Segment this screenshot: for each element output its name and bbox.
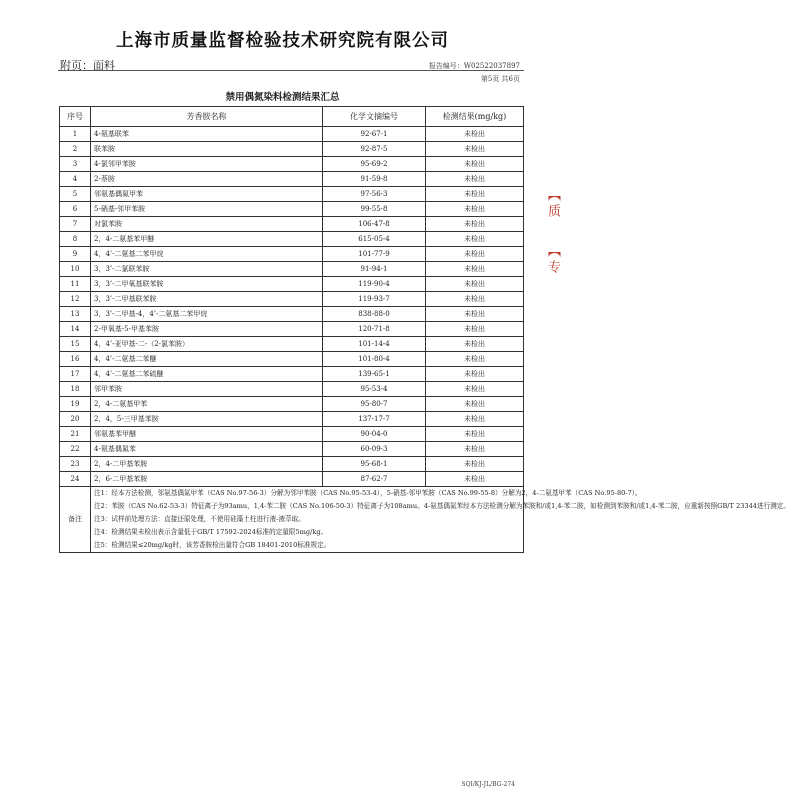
table-row: [60, 202, 524, 217]
form-code: SQI/KJ-JL/BG-274: [461, 781, 515, 788]
cas-number: 101-80-4: [323, 352, 426, 367]
row-number: 16: [60, 352, 91, 367]
table-row: [60, 142, 524, 157]
attachment-label: 附页：面料: [60, 59, 115, 72]
cas-number: 137-17-7: [323, 412, 426, 427]
amine-name: 2，4-二甲基苯胺: [91, 457, 323, 472]
stamp-bracket-2: 【: [545, 244, 560, 257]
cas-number: 106-47-8: [323, 217, 426, 232]
row-number: 5: [60, 187, 91, 202]
row-number: 2: [60, 142, 91, 157]
amine-name: 3，3’-二氯联苯胺: [91, 262, 323, 277]
cas-number: 139-65-1: [323, 367, 426, 382]
amine-name: 2-萘胺: [91, 172, 323, 187]
amine-name: 邻氨基苯甲醚: [91, 427, 323, 442]
table-title: 禁用偶氮染料检测结果汇总: [225, 92, 340, 103]
row-number: 12: [60, 292, 91, 307]
row-number: 11: [60, 277, 91, 292]
table-row: [60, 322, 524, 337]
table-row: [60, 127, 524, 142]
cas-number: 95-69-2: [323, 157, 426, 172]
row-number: 22: [60, 442, 91, 457]
cas-number: 119-93-7: [323, 292, 426, 307]
cas-number: 119-90-4: [323, 277, 426, 292]
row-number: 17: [60, 367, 91, 382]
table-row: [60, 247, 524, 262]
row-number: 10: [60, 262, 91, 277]
amine-name: 4，4’-二氨基二苯醚: [91, 352, 323, 367]
cas-number: 101-14-4: [323, 337, 426, 352]
cas-number: 120-71-8: [323, 322, 426, 337]
amine-name: 联苯胺: [91, 142, 323, 157]
page-number: 第5页 共6页: [480, 75, 520, 83]
table-row: [60, 157, 524, 172]
stamp-char-2: 专: [545, 260, 560, 273]
table-row: [60, 217, 524, 232]
row-number: 24: [60, 472, 91, 487]
cas-number: 99-55-8: [323, 202, 426, 217]
amine-name: 2-甲氧基-5-甲基苯胺: [91, 322, 323, 337]
column-header-cas: 化学文摘编号: [323, 107, 426, 127]
row-number: 13: [60, 307, 91, 322]
row-number: 8: [60, 232, 91, 247]
amine-name: 4-氯邻甲苯胺: [91, 157, 323, 172]
cas-number: 91-94-1: [323, 262, 426, 277]
result: 未检出: [426, 337, 524, 352]
table-row: [60, 337, 524, 352]
cas-number: 92-87-5: [323, 142, 426, 157]
amine-name: 4，4’-亚甲基-二-（2-氯苯胺）: [91, 337, 323, 352]
result: 未检出: [426, 172, 524, 187]
table-row: [60, 427, 524, 442]
cas-number: 92-67-1: [323, 127, 426, 142]
amine-name: 3，3’-二甲基-4，4’-二氨基二苯甲烷: [91, 307, 323, 322]
company-title: 上海市质量监督检验技术研究院有限公司: [116, 31, 449, 51]
table-row: [60, 277, 524, 292]
column-header-result: 检测结果(mg/kg): [426, 107, 524, 127]
margin-stamp: [537, 188, 565, 338]
cas-number: 101-77-9: [323, 247, 426, 262]
result: 未检出: [426, 307, 524, 322]
result: 未检出: [426, 457, 524, 472]
cas-number: 838-88-0: [323, 307, 426, 322]
result: 未检出: [426, 202, 524, 217]
table-row: [60, 352, 524, 367]
result: 未检出: [426, 427, 524, 442]
amine-name: 3，3’-二甲氧基联苯胺: [91, 277, 323, 292]
table-header-row: [60, 107, 524, 127]
amine-name: 4，4’-二氨基二苯甲烷: [91, 247, 323, 262]
note-1: 注1：经本方法检测，邻氨基偶氮甲苯（CAS No.97-56-3）分解为邻甲苯胺（CAS No.95-53-4），5-硝基-邻甲苯胺（CAS No.99-55-8）分解为2，4-二氨基甲苯（CAS No.95-80-7）。: [94, 489, 642, 497]
result: 未检出: [426, 232, 524, 247]
amine-name: 4-氨基联苯: [91, 127, 323, 142]
table-row: [60, 442, 524, 457]
row-number: 23: [60, 457, 91, 472]
table-row: [60, 172, 524, 187]
amine-name: 2，4-二氨基苯甲醚: [91, 232, 323, 247]
result: 未检出: [426, 127, 524, 142]
amine-name: 4，4’-二氨基二苯硫醚: [91, 367, 323, 382]
table-row: [60, 262, 524, 277]
result: 未检出: [426, 367, 524, 382]
table-row: [60, 412, 524, 427]
row-number: 3: [60, 157, 91, 172]
cas-number: 60-09-3: [323, 442, 426, 457]
stamp-bracket-1: 【: [545, 188, 560, 201]
result: 未检出: [426, 397, 524, 412]
cas-number: 95-53-4: [323, 382, 426, 397]
row-number: 14: [60, 322, 91, 337]
result: 未检出: [426, 382, 524, 397]
header-divider: [58, 70, 524, 71]
cas-number: 91-59-8: [323, 172, 426, 187]
result: 未检出: [426, 262, 524, 277]
cas-number: 615-05-4: [323, 232, 426, 247]
cas-number: 90-04-0: [323, 427, 426, 442]
row-number: 21: [60, 427, 91, 442]
notes-cell: [91, 487, 790, 553]
result: 未检出: [426, 322, 524, 337]
results-table: [59, 106, 790, 553]
amine-name: 3，3’-二甲基联苯胺: [91, 292, 323, 307]
note-4: 注4：检测结果未检出表示含量低于GB/T 17592-2024标准的定量限5mg/kg。: [94, 528, 328, 536]
notes-label: 备注: [60, 487, 91, 553]
amine-name: 邻甲苯胺: [91, 382, 323, 397]
cas-number: 95-80-7: [323, 397, 426, 412]
result: 未检出: [426, 412, 524, 427]
column-header-name: 芳香胺名称: [91, 107, 323, 127]
table-row: [60, 397, 524, 412]
result: 未检出: [426, 142, 524, 157]
amine-name: 邻氨基偶氮甲苯: [91, 187, 323, 202]
cas-number: 95-68-1: [323, 457, 426, 472]
amine-name: 2，4，5-三甲基苯胺: [91, 412, 323, 427]
table-row: [60, 457, 524, 472]
stamp-char-1: 质: [545, 204, 560, 217]
amine-name: 对氯苯胺: [91, 217, 323, 232]
result: 未检出: [426, 247, 524, 262]
result: 未检出: [426, 217, 524, 232]
cas-number: 87-62-7: [323, 472, 426, 487]
amine-name: 2，6-二甲基苯胺: [91, 472, 323, 487]
row-number: 9: [60, 247, 91, 262]
row-number: 1: [60, 127, 91, 142]
amine-name: 4-氨基偶氮苯: [91, 442, 323, 457]
report-number: 报告编号：W02522037897: [428, 62, 520, 70]
result: 未检出: [426, 292, 524, 307]
amine-name: 5-硝基-邻甲苯胺: [91, 202, 323, 217]
row-number: 19: [60, 397, 91, 412]
table-row: [60, 367, 524, 382]
result: 未检出: [426, 472, 524, 487]
result: 未检出: [426, 187, 524, 202]
result: 未检出: [426, 157, 524, 172]
row-number: 18: [60, 382, 91, 397]
amine-name: 2，4-二氨基甲苯: [91, 397, 323, 412]
result: 未检出: [426, 352, 524, 367]
table-row: [60, 472, 524, 487]
row-number: 7: [60, 217, 91, 232]
row-number: 6: [60, 202, 91, 217]
cas-number: 97-56-3: [323, 187, 426, 202]
column-header-no: 序号: [60, 107, 91, 127]
row-number: 15: [60, 337, 91, 352]
note-3: 注3：试样前处理方法：直接还原处理，不使用硅藻土柱进行液-液萃取。: [94, 515, 305, 523]
table-row: [60, 187, 524, 202]
result: 未检出: [426, 277, 524, 292]
table-row: [60, 232, 524, 247]
row-number: 4: [60, 172, 91, 187]
table-row: [60, 382, 524, 397]
note-2: 注2：苯胺（CAS No.62-53-3）特征离子为93amu，1,4-苯二胺（CAS No.106-50-3）特征离子为108amu。4-氨基偶氮苯经本方法检测分解为苯胺和/或1,4-苯二胺，如检测到苯胺和/或1,4-苯二胺，应重新按照GB/T 23344进行测定。: [94, 502, 790, 510]
table-row: [60, 307, 524, 322]
row-number: 20: [60, 412, 91, 427]
table-row: [60, 292, 524, 307]
result: 未检出: [426, 442, 524, 457]
notes-row: [60, 487, 524, 553]
note-5: 注5：检测结果≤20mg/kg时，该芳香胺检出量符合GB 18401-2010标准规定。: [94, 541, 331, 549]
